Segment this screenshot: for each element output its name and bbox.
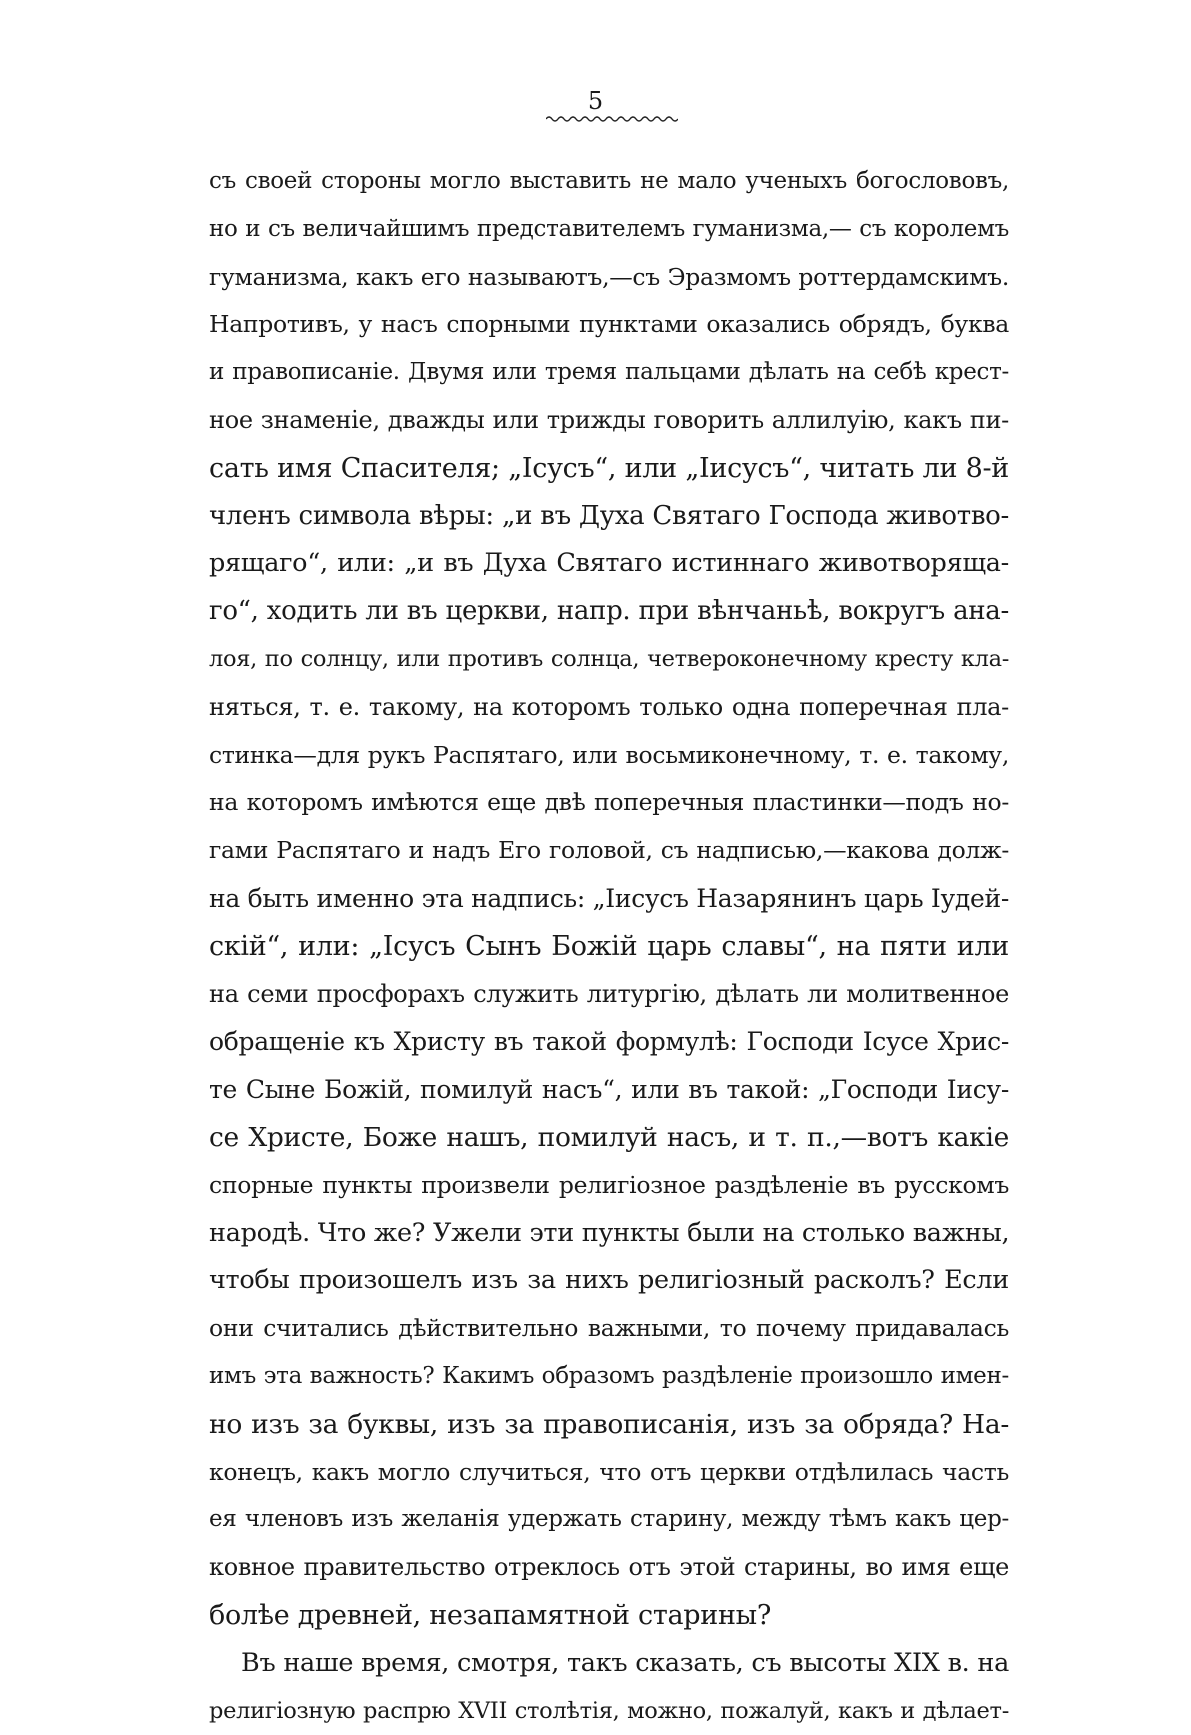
text-line: ное знаменіе, дважды или трижды говорить аллилуію, какъ пи-	[209, 397, 1009, 445]
text-line: Напротивъ, у насъ спорными пунктами оказались обрядъ, буква	[209, 301, 1009, 349]
text-line: и правописаніе. Двумя или тремя пальцами дѣлать на себѣ крест-	[209, 349, 1009, 397]
text-line: на которомъ имѣются еще двѣ поперечныя пластинки—подъ но-	[209, 779, 1009, 827]
text-line: се Христе, Боже нашъ, помилуй насъ, и т. п.,—вотъ какіе	[209, 1114, 1009, 1162]
paragraph-start-line: Въ наше время, смотря, такъ сказать, съ высоты XIX в. на	[209, 1640, 1009, 1688]
text-line: конецъ, какъ могло случиться, что отъ церкви отдѣлилась часть	[209, 1449, 1009, 1497]
text-line: но и съ величайшимъ представителемъ гуманизма,— съ королемъ	[209, 206, 1009, 254]
text-line: те Сыне Божій, помилуй насъ“, или въ такой: „Господи Іису-	[209, 1066, 1009, 1114]
text-line: народѣ. Что же? Ужели эти пункты были на столько важны,	[209, 1210, 1009, 1258]
text-line: го“, ходить ли въ церкви, напр. при вѣнчаньѣ, вокругъ ана-	[209, 588, 1009, 636]
text-line: но изъ за буквы, изъ за правописанія, изъ за обряда? На-	[209, 1401, 1009, 1449]
text-line: на быть именно эта надпись: „Іисусъ Назарянинъ царь Іудей-	[209, 875, 1009, 923]
text-line: сать имя Спасителя; „Ісусъ“, или „Іисусъ“, читать ли 8-й	[209, 445, 1009, 493]
wavy-ornament	[546, 114, 678, 124]
page-number: 5	[0, 86, 1191, 116]
text-line: няться, т. е. такому, на которомъ только одна поперечная пла-	[209, 684, 1009, 732]
text-line: они считались дѣйствительно важными, то почему придавалась	[209, 1305, 1009, 1353]
text-line: имъ эта важность? Какимъ образомъ раздѣленіе произошло имен-	[209, 1353, 1009, 1401]
text-line: чтобы произошелъ изъ за нихъ религіозный расколъ? Если	[209, 1257, 1009, 1305]
text-line: гуманизма, какъ его называютъ,—съ Эразмомъ роттердамскимъ.	[209, 254, 1009, 302]
text-line: религіозную распрю XVII столѣтія, можно, пожалуй, какъ и дѣлает-	[209, 1688, 1009, 1735]
text-line: лоя, по солнцу, или противъ солнца, четвероконечному кресту кла-	[209, 636, 1009, 684]
text-line: стинка—для рукъ Распятаго, или восьмиконечному, т. е. такому,	[209, 732, 1009, 780]
text-line: обращеніе къ Христу въ такой формулѣ: Господи Ісусе Хрис-	[209, 1018, 1009, 1066]
text-line: ея членовъ изъ желанія удержать старину, между тѣмъ какъ цер-	[209, 1496, 1009, 1544]
text-line: членъ символа вѣры: „и въ Духа Святаго Господа животво-	[209, 493, 1009, 541]
text-line: ковное правительство отреклось отъ этой старины, во имя еще	[209, 1544, 1009, 1592]
text-line: спорные пункты произвели религіозное раздѣленіе въ русскомъ	[209, 1162, 1009, 1210]
text-line: скій“, или: „Ісусъ Сынъ Божій царь славы“, на пяти или	[209, 923, 1009, 971]
text-line: съ своей стороны могло выставить не мало ученыхъ богослововъ,	[209, 158, 1009, 206]
body-text	[209, 158, 1009, 1735]
text-line: гами Распятаго и надъ Его головой, съ надписью,—какова долж-	[209, 827, 1009, 875]
text-line: рящаго“, или: „и въ Духа Святаго истиннаго животворяща-	[209, 540, 1009, 588]
paragraph-end-line: болѣе древней, незапамятной старины?	[209, 1592, 1009, 1640]
text-line: на семи просфорахъ служить литургію, дѣлать ли молитвенное	[209, 971, 1009, 1019]
